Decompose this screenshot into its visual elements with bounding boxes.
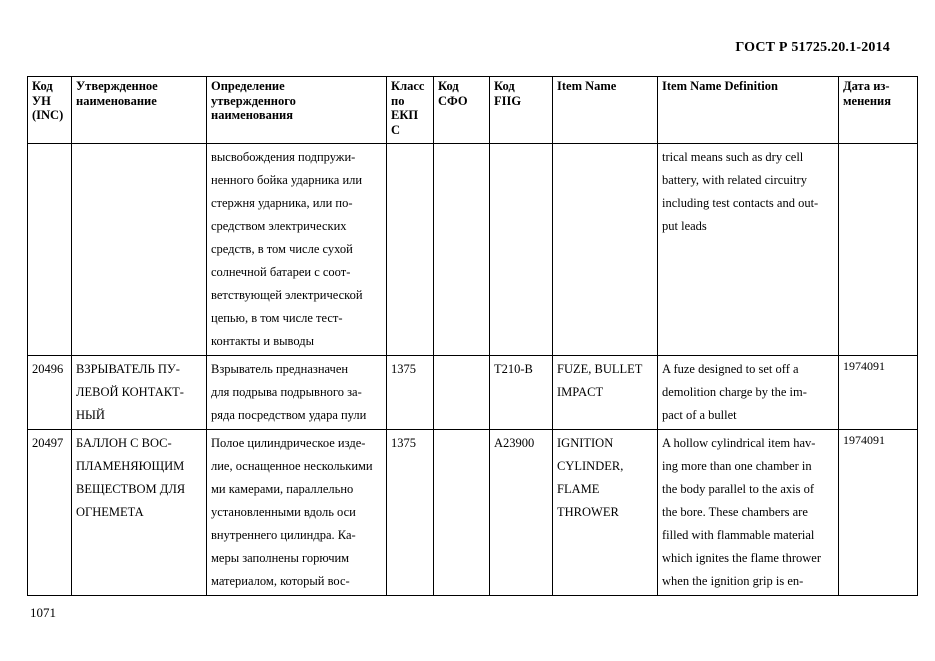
cell-value: 20496 bbox=[32, 362, 64, 376]
cell-line: ветствующей электрической bbox=[211, 288, 363, 302]
cell-line: ПЛАМЕНЯЮЩИМ bbox=[76, 459, 185, 473]
table-row bbox=[28, 430, 918, 596]
header-col-date bbox=[839, 77, 918, 144]
header-col-fiig bbox=[490, 77, 553, 144]
header-line: (INC) bbox=[32, 108, 64, 122]
header-line: Класс bbox=[391, 79, 425, 93]
cell-line: CYLINDER, bbox=[557, 459, 624, 473]
cell-line: БАЛЛОН С ВОС- bbox=[76, 436, 172, 450]
cell-line: IGNITION bbox=[557, 436, 614, 450]
cell-line: внутреннего цилиндра. Ка- bbox=[211, 528, 356, 542]
cell-value: T210-B bbox=[494, 362, 533, 376]
items-table bbox=[27, 76, 918, 596]
header-line: Код bbox=[494, 79, 515, 93]
cell-line: Взрыватель предназначен bbox=[211, 362, 349, 376]
cell-value: 1375 bbox=[391, 362, 416, 376]
header-col-ekps bbox=[387, 77, 434, 144]
cell-line: НЫЙ bbox=[76, 408, 105, 422]
cell-line: средством электрических bbox=[211, 219, 347, 233]
cell-line: the body parallel to the axis of bbox=[662, 482, 815, 496]
cell-line: ing more than one chamber in bbox=[662, 459, 812, 473]
cell-line: солнечной батареи с соот- bbox=[211, 265, 351, 279]
cell-line: ВЕЩЕСТВОМ ДЛЯ bbox=[76, 482, 186, 496]
header-line: FIIG bbox=[494, 93, 522, 108]
cell-line: ЛЕВОЙ КОНТАКТ- bbox=[76, 385, 184, 399]
cell-line: including test contacts and out- bbox=[662, 196, 819, 210]
cell-line: A fuze designed to set off a bbox=[662, 362, 799, 376]
cell-item-name bbox=[553, 430, 658, 596]
cell-value: 1974091 bbox=[843, 433, 885, 447]
cell-line: лие, оснащенное несколькими bbox=[211, 459, 373, 473]
header-col-inc bbox=[28, 77, 72, 144]
cell-line: battery, with related circuitry bbox=[662, 173, 807, 187]
cell-line: put leads bbox=[662, 219, 707, 233]
header-line: Код bbox=[32, 79, 53, 93]
cell-line: цепью, в том числе тест- bbox=[211, 311, 343, 325]
cell-line: trical means such as dry cell bbox=[662, 150, 804, 164]
header-col-item-definition bbox=[658, 77, 839, 144]
cell-line: ненного бойка ударника или bbox=[211, 173, 363, 187]
cell-ekps bbox=[387, 144, 434, 356]
cell-value: 20497 bbox=[32, 436, 64, 450]
cell-line: THROWER bbox=[557, 505, 619, 519]
cell-line: ОГНЕМЕТА bbox=[76, 505, 144, 519]
cell-item-name bbox=[553, 144, 658, 356]
header-line: Item Name bbox=[557, 79, 617, 93]
cell-value: 1974091 bbox=[843, 359, 885, 373]
header-line: Дата из- bbox=[843, 79, 890, 93]
table-header-row bbox=[28, 77, 918, 144]
page-number: 1071 bbox=[30, 605, 56, 620]
header-line: наименование bbox=[76, 93, 157, 108]
header-line: ЕКП bbox=[391, 108, 419, 122]
table-row bbox=[28, 144, 918, 356]
cell-definition bbox=[207, 144, 387, 356]
cell-line: ми камерами, параллельно bbox=[211, 482, 354, 496]
cell-name bbox=[72, 356, 207, 430]
cell-line: средств, в том числе сухой bbox=[211, 242, 353, 256]
cell-inc bbox=[28, 356, 72, 430]
cell-fiig bbox=[490, 356, 553, 430]
header-line: СФО bbox=[438, 93, 468, 108]
cell-name bbox=[72, 144, 207, 356]
cell-date bbox=[839, 144, 918, 356]
cell-sfo bbox=[434, 356, 490, 430]
cell-value: 1375 bbox=[391, 436, 416, 450]
cell-line: demolition charge by the im- bbox=[662, 385, 807, 399]
cell-line: высвобождения подпружи- bbox=[211, 150, 356, 164]
cell-line: which ignites the flame thrower bbox=[662, 551, 821, 565]
cell-line: установленными вдоль оси bbox=[211, 505, 356, 519]
header-line: Определение bbox=[211, 79, 285, 93]
cell-line: FLAME bbox=[557, 482, 600, 496]
cell-sfo bbox=[434, 144, 490, 356]
cell-item-definition bbox=[658, 356, 839, 430]
header-line: С bbox=[391, 122, 401, 137]
document-header: ГОСТ Р 51725.20.1-2014 bbox=[735, 40, 890, 55]
cell-fiig bbox=[490, 144, 553, 356]
cell-line: Полое цилиндрическое изде- bbox=[211, 436, 366, 450]
header-line: Item Name Definition bbox=[662, 79, 778, 93]
cell-line: filled with flammable material bbox=[662, 528, 815, 542]
cell-line: ВЗРЫВАТЕЛЬ ПУ- bbox=[76, 362, 180, 376]
header-line: наименования bbox=[211, 108, 294, 122]
cell-date bbox=[839, 430, 918, 596]
header-line: менения bbox=[843, 93, 891, 108]
cell-line: FUZE, BULLET bbox=[557, 362, 643, 376]
table-row bbox=[28, 356, 918, 430]
cell-sfo bbox=[434, 430, 490, 596]
cell-line: pact of a bullet bbox=[662, 408, 737, 422]
header-col-definition bbox=[207, 77, 387, 144]
header-line: Код bbox=[438, 79, 459, 93]
cell-definition bbox=[207, 356, 387, 430]
table-body bbox=[28, 144, 918, 596]
cell-value: A23900 bbox=[494, 436, 535, 450]
cell-line: меры заполнены горючим bbox=[211, 551, 350, 565]
cell-inc bbox=[28, 144, 72, 356]
cell-line: для подрыва подрывного за- bbox=[211, 385, 362, 399]
cell-date bbox=[839, 356, 918, 430]
header-col-name bbox=[72, 77, 207, 144]
cell-inc bbox=[28, 430, 72, 596]
cell-ekps bbox=[387, 430, 434, 596]
cell-line: материалом, который вос- bbox=[211, 574, 350, 588]
header-col-sfo bbox=[434, 77, 490, 144]
header-line: Утвержденное bbox=[76, 79, 158, 93]
cell-item-definition bbox=[658, 430, 839, 596]
header-line: УН bbox=[32, 93, 51, 108]
cell-line: when the ignition grip is en- bbox=[662, 574, 804, 588]
cell-line: the bore. These chambers are bbox=[662, 505, 808, 519]
cell-name bbox=[72, 430, 207, 596]
header-line: утвержденного bbox=[211, 93, 296, 108]
cell-item-definition bbox=[658, 144, 839, 356]
cell-definition bbox=[207, 430, 387, 596]
cell-line: IMPACT bbox=[557, 385, 604, 399]
cell-fiig bbox=[490, 430, 553, 596]
cell-ekps bbox=[387, 356, 434, 430]
cell-item-name bbox=[553, 356, 658, 430]
header-col-item-name bbox=[553, 77, 658, 144]
header-line: по bbox=[391, 93, 405, 108]
cell-line: ряда посредством удара пули bbox=[211, 408, 367, 422]
cell-line: стержня ударника, или по- bbox=[211, 196, 353, 210]
cell-line: контакты и выводы bbox=[211, 334, 315, 348]
cell-line: A hollow cylindrical item hav- bbox=[662, 436, 816, 450]
